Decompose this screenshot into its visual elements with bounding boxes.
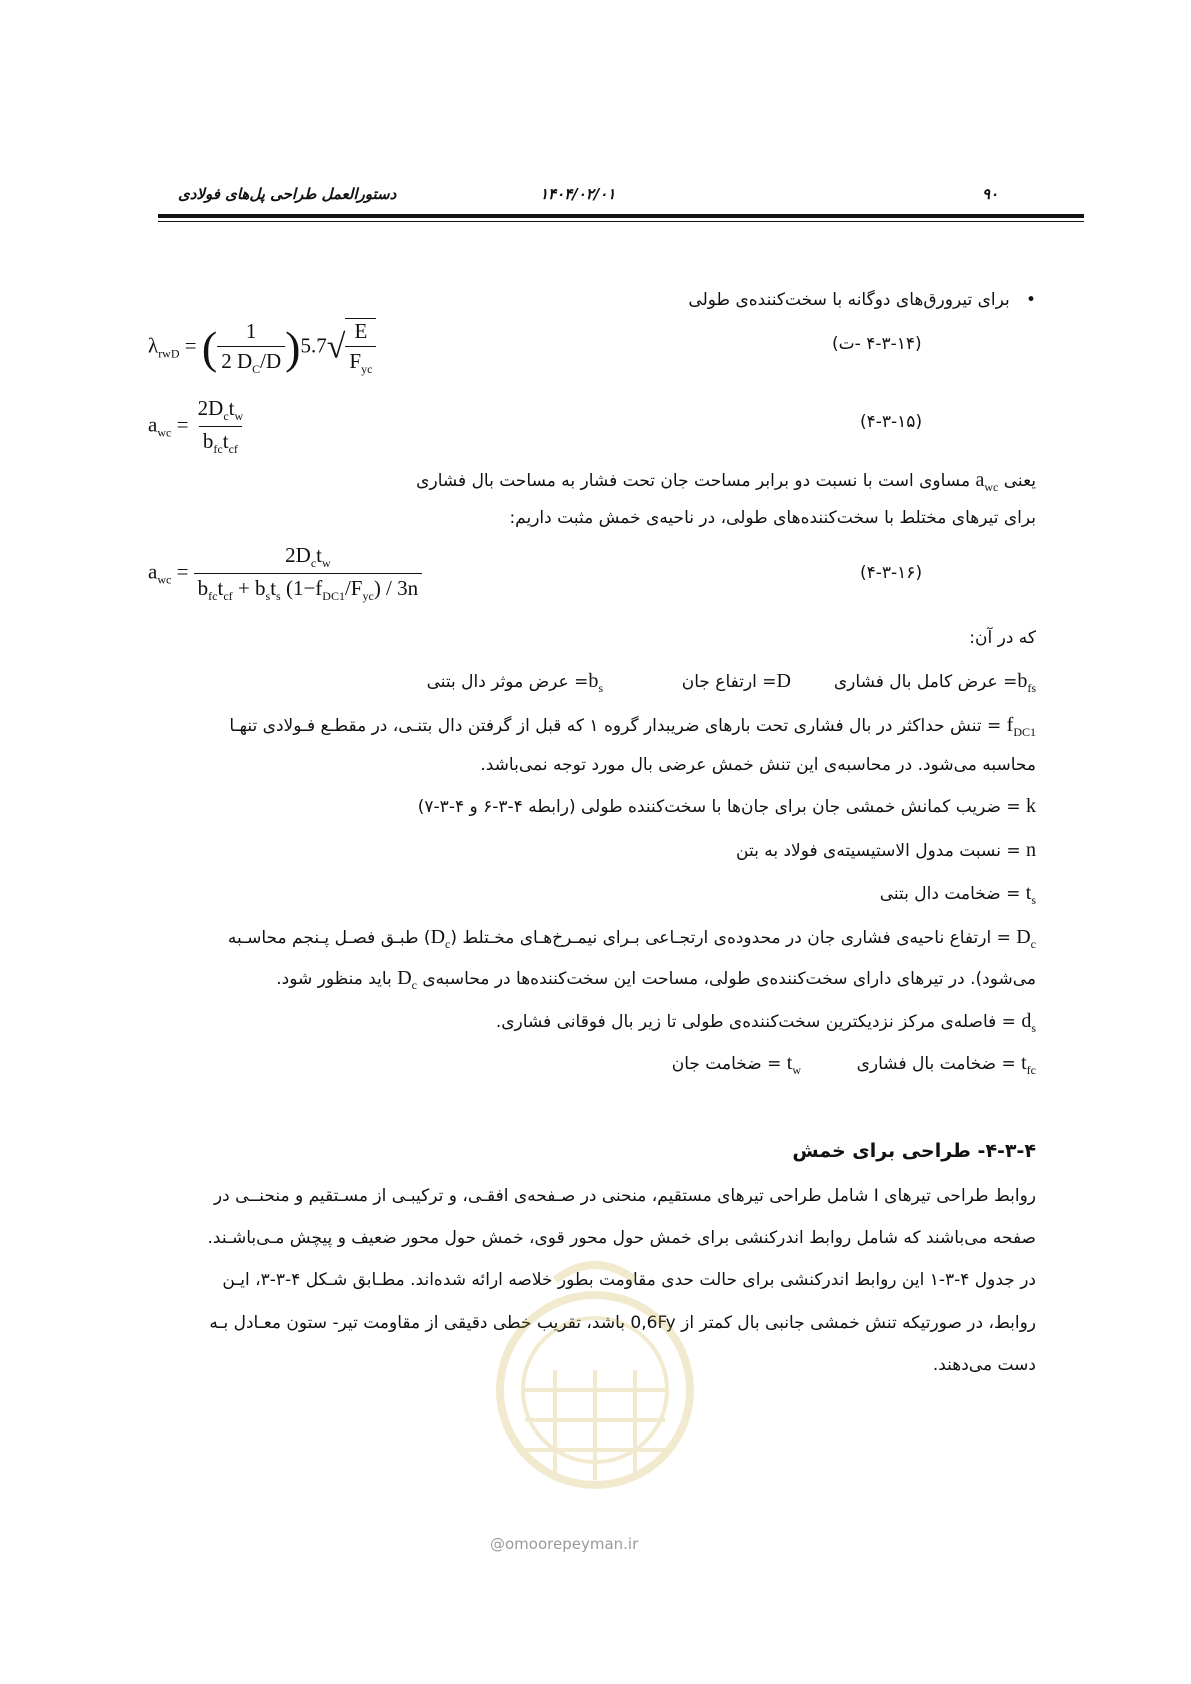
section-paragraph-line-3: در جدول ۴-۳-۱ این روابط اندرکنشی برای حالت حدی مقاومت بطور خلاصه ارائه شده‌اند. مطـابق شـکل ۴-۳-۳، ایـن — [222, 1270, 1036, 1290]
def-fDC1-cont: محاسبه می‌شود. در محاسبه‌ی این تنش خمش عرضی بال مورد توجه نمی‌باشد. — [480, 755, 1036, 775]
awc-description: یعنی $a_{wc}$ مساوی است با نسبت دو برابر مساحت جان تحت فشار به مساحت بال فشاری — [416, 469, 1036, 494]
def-k: k = ضریب کمانش خمشی جان برای جان‌ها با سخت‌کننده طولی (رابطه ۴-۳-۶ و ۴-۳-۷) — [417, 795, 1036, 817]
def-ds: $d_s$ = فاصله‌ی مرکز نزدیکترین سخت‌کننده‌ی طولی تا زیر بال فوقانی فشاری. — [495, 1010, 1036, 1035]
equation-15-label: (۴-۳-۱۵) — [860, 412, 923, 432]
def-n: n = نسبت مدول الاستیسیته‌ی فولاد به بتن — [736, 839, 1036, 861]
def-D: D= ارتفاع جان — [681, 670, 791, 692]
def-tw: $t_w$ = ضخامت جان — [671, 1052, 801, 1077]
equation-16-label: (۴-۳-۱۶) — [860, 563, 923, 583]
section-paragraph-line-2: صفحه می‌باشند که شامل روابط اندرکنشی برای خمش حول محور قوی، خمش حول محور ضعیف و پیچش مـی‌باشـند. — [207, 1228, 1036, 1248]
bullet-dot: • — [1009, 290, 1036, 310]
watermark-text: @omoorepeyman.ir — [490, 1535, 639, 1553]
bullet-text: برای تیرورق‌های دوگانه با سخت‌کننده‌ی طولی — [688, 290, 1010, 310]
equation-14-label: (۴-۳-۱۴ -ت) — [832, 334, 922, 354]
where-label: که در آن: — [969, 628, 1036, 648]
header-title: دستورالعمل طراحی پل‌های فولادی — [178, 185, 397, 203]
section-heading: ۴-۳-۴- طراحی برای خمش — [792, 1140, 1036, 1162]
section-paragraph-line-5: دست می‌دهند. — [932, 1355, 1036, 1375]
def-tfc: $t_{fc}$ = ضخامت بال فشاری — [856, 1052, 1036, 1077]
awc-symbol: $a_{wc}$ — [975, 469, 999, 494]
header-date: ۱۴۰۴/۰۲/۰۱ — [540, 185, 616, 203]
header-rule-thin — [158, 221, 1084, 222]
page-number: ۹۰ — [982, 185, 999, 203]
composite-intro: برای تیرهای مختلط با سخت‌کننده‌های طولی، در ناحیه‌ی خمش مثبت داریم: — [509, 508, 1036, 528]
def-bfs: $b_{fs}=$ عرض کامل بال فشاری — [833, 670, 1036, 695]
header-rule — [158, 214, 1084, 218]
def-Dc: $D_c$ = ارتفاع ناحیه‌ی فشاری جان در محدوده‌ی ارتجـاعی بـرای نیمـرخ‌هـای مخـتلط $(D_c)$ طبـق فصـل پـنجم محاسـبه — [227, 926, 1036, 951]
section-paragraph-line-4: روابط، در صورتیکه تنش خمشی جانبی بال کمتر از 0,6Fy باشد، تقریب خطی دقیقی از مقاومت تیر- ستون معـادل بـه — [209, 1313, 1036, 1333]
def-ts: $t_s$ = ضخامت دال بتنی — [879, 882, 1036, 907]
watermark-logo — [485, 1240, 705, 1540]
section-paragraph-line-1: روابط طراحی تیرهای I شامل طراحی تیرهای مستقیم، منحنی در صـفحه‌ی افقـی، و ترکیبـی از مسـتقیم و منحنــی در — [213, 1186, 1036, 1206]
equation-16: $a_{wc}$ = $\frac{2D_ct_w}{b_{fc}t_{cf} + b_st_s (1-f_{DC1}/F_{yc}) / 3n}$ — [148, 543, 422, 604]
equation-15: $a_{wc}$ = $\frac{2D_ct_w}{b_{fc}t_{cf}}$ — [148, 396, 244, 457]
bullet-item — [688, 287, 1036, 313]
equation-14: $\lambda_{rwD}$ = ( $\frac{1}{2 D_C/D}$ )5.7√ $\frac{E}{F_{yc}}$ — [148, 318, 376, 377]
def-fDC1: $f_{DC1}$ = تنش حداکثر در بال فشاری تحت بارهای ضریبدار گروه ۱ که قبل از گرفتن دال بتنـی، در مقطـع فـولادی تنهـا — [229, 714, 1036, 739]
def-bs: $b_s=$ عرض موثر دال بتنی — [426, 670, 603, 695]
def-Dc-cont: می‌شود). در تیرهای دارای سخت‌کننده‌ی طولی، مساحت این سخت‌کننده‌ها در محاسبه‌ی $D_c$ باید منظور شود. — [276, 967, 1036, 992]
